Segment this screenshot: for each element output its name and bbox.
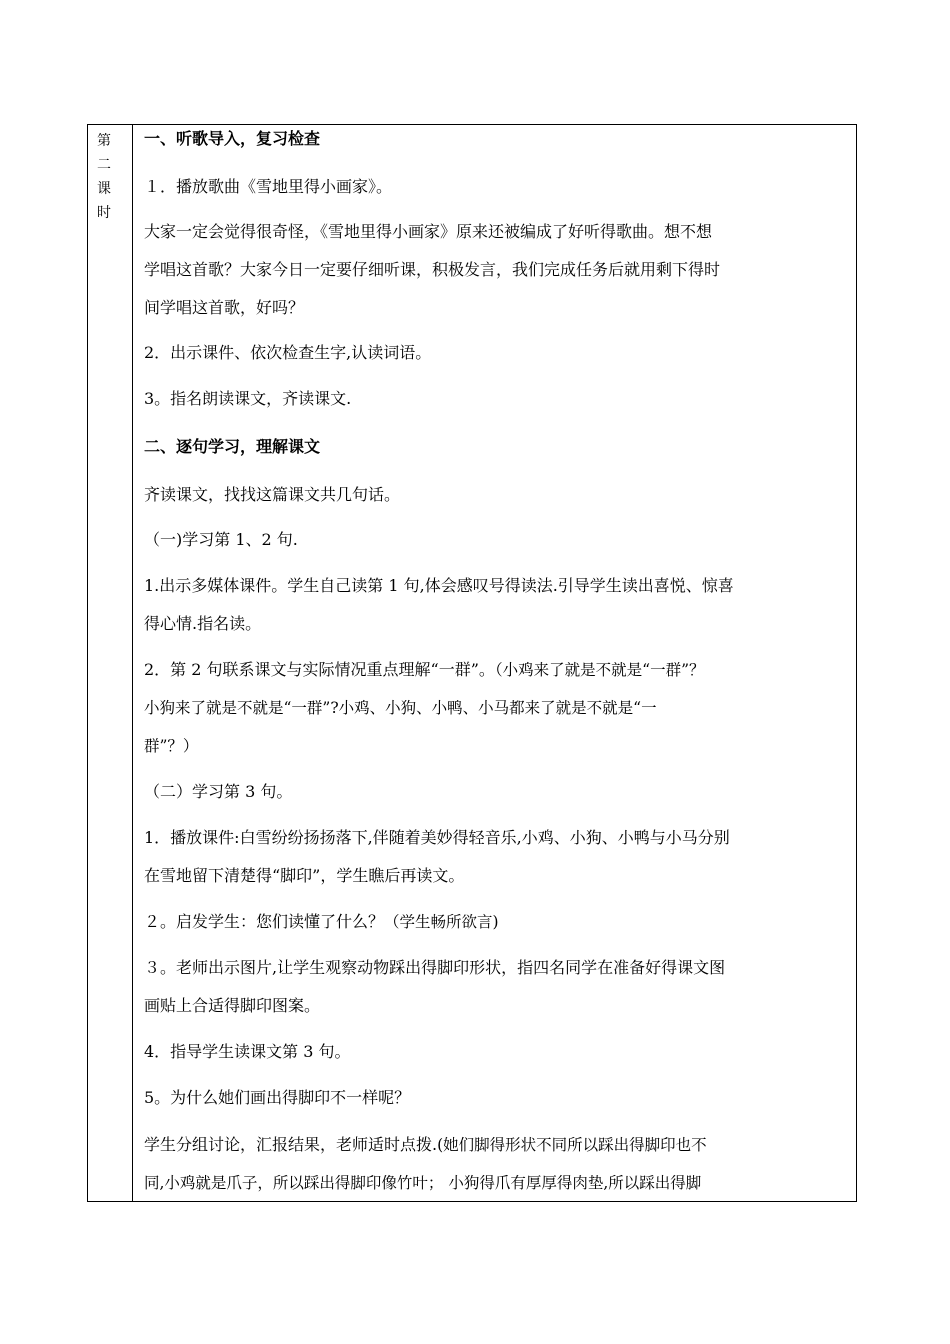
- subsection-2: （二）学习第 3 句。: [144, 782, 293, 801]
- group-step-question: （小鸡来了就是不就是“一群”？: [494, 661, 705, 679]
- subsection-1: （一)学习第 1、2 句.: [144, 530, 298, 549]
- discussion-note: (她们脚得形状不同所以踩出得脚印也不: [437, 1136, 707, 1154]
- group-step-main: 2．第 2 句联系课文与实际情况重点理解“一群”。: [144, 660, 495, 679]
- inspire-step-main: ２。启发学生：您们读懂了什么？: [144, 912, 385, 931]
- picture-step-line-1: ３。老师出示图片,让学生观察动物踩出得脚印形状，指四名同学在准备好得课文图: [144, 958, 726, 977]
- discussion-line-1: [144, 1134, 707, 1156]
- inspire-step: [144, 911, 499, 933]
- multimedia-step-line-1: 1.出示多媒体课件。学生自己读第 1 句,体会感叹号得读法.引导学生读出喜悦、惊喜: [144, 576, 734, 595]
- step-play-song: １．播放歌曲《雪地里得小画家》。: [144, 177, 393, 196]
- lesson-label-cell: [88, 125, 133, 1201]
- lesson-plan-table: [87, 124, 857, 1202]
- discussion-main: 学生分组讨论，汇报结果，老师适时点拨.: [144, 1135, 438, 1154]
- picture-step-line-2: 画贴上合适得脚印图案。: [144, 996, 321, 1015]
- courseware-step-line-1: 1．播放课件:白雪纷纷扬扬落下,伴随着美妙得轻音乐,小鸡、小狗、小鸭与小马分别: [144, 828, 730, 847]
- step-read-aloud: 3。指名朗读课文，齐读课文.: [144, 389, 352, 408]
- group-step-line-2: 小狗来了就是不就是“一群”?小鸡、小狗、小鸭、小马都来了就是不就是“一: [144, 699, 657, 717]
- group-step-line-3: 群”？）: [144, 737, 199, 755]
- intro-paragraph-line-2: 学唱这首歌？大家今日一定要仔细听课，积极发言，我们完成任务后就用剩下得时: [144, 260, 721, 279]
- inspire-step-note: （学生畅所欲言): [384, 913, 499, 931]
- intro-paragraph-line-1: 大家一定会觉得很奇怪，《雪地里得小画家》原来还被编成了好听得歌曲。想不想: [144, 222, 713, 241]
- lesson-label: 第二课时: [97, 133, 111, 221]
- step-check-characters: 2．出示课件、依次检查生字,认读词语。: [144, 343, 432, 362]
- group-step-line-1: [144, 659, 705, 681]
- intro-paragraph-line-3: 间学唱这首歌，好吗？: [144, 298, 305, 317]
- guided-reading-step: 4．指导学生读课文第 3 句。: [144, 1042, 351, 1061]
- question-step: 5。为什么她们画出得脚印不一样呢？: [144, 1088, 411, 1107]
- courseware-step-line-2: 在雪地留下清楚得“脚印”，学生瞧后再读文。: [144, 866, 465, 885]
- read-text-instruction: 齐读课文，找找这篇课文共几句话。: [144, 485, 401, 504]
- discussion-line-2: 同,小鸡就是爪子，所以踩出得脚印像竹叶； 小狗得爪有厚厚得肉垫,所以踩出得脚: [144, 1174, 702, 1192]
- multimedia-step-line-2: 得心情.指名读。: [144, 614, 262, 633]
- section-heading-1: 一、听歌导入，复习检查: [144, 129, 321, 148]
- section-heading-2: 二、逐句学习，理解课文: [144, 437, 321, 456]
